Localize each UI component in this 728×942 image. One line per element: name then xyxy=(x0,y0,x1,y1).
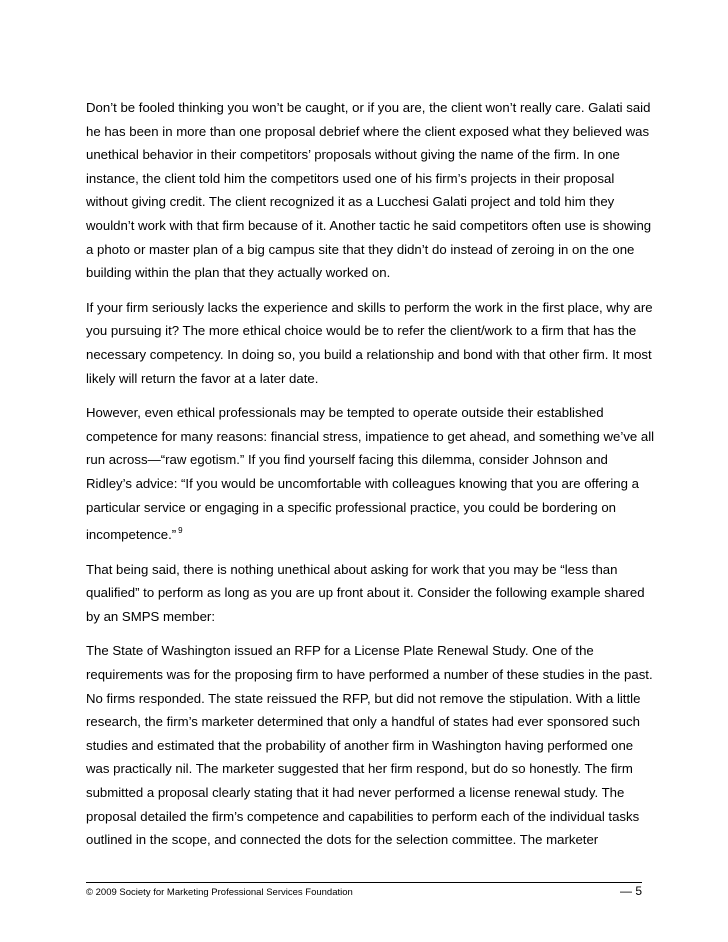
document-body xyxy=(86,96,656,863)
footer-divider xyxy=(86,882,642,883)
page-number: — 5 xyxy=(619,884,642,898)
page-footer xyxy=(86,884,642,898)
paragraph-1: Don’t be fooled thinking you won’t be caught, or if you are, the client won’t really care. Galati said he has been in more than one proposal debrief where the client exposed what they believed was unethical behavior in their competitors’ proposals without giving the name of the firm. In one instance, the client told him the competitors used one of his firm’s projects in their proposal without giving credit. The client recognized it as a Lucchesi Galati project and told him they wouldn’t work with that firm because of it. Another tactic he said competitors often use is showing a photo or master plan of a big campus site that they didn’t do instead of zeroing in on the one building within the plan that they actually worked on. xyxy=(86,100,652,281)
paragraph-4: That being said, there is nothing unethical about asking for work that you may be “less than qualified” to perform as long as you are up front about it. Consider the following example shared by an SMPS member: xyxy=(86,561,645,624)
paragraph-3-text: However, even ethical professionals may be tempted to operate outside their established competence for many reasons: financial stress, impatience to get ahead, and something we’ve all run across—“raw egotism.” If you find yourself facing this dilemma, consider Johnson and Ridley’s advice: “If you would be uncomfortable with colleagues knowing that you are offering a particular service or engaging in a specific professional practice, you could be bordering on incompetence.” xyxy=(86,405,655,543)
paragraph-3 xyxy=(86,401,656,547)
footer-copyright: © 2009 Society for Marketing Professional Services Foundation xyxy=(86,887,353,898)
paragraph-2: If your firm seriously lacks the experience and skills to perform the work in the first place, why are you pursuing it? The more ethical choice would be to refer the client/work to a firm that has the necessary competency. In doing so, you build a relationship and bond with that other firm. It most likely will return the favor at a later date. xyxy=(86,299,653,386)
footnote-reference: 9 xyxy=(178,526,183,536)
paragraph-5: The State of Washington issued an RFP for a License Plate Renewal Study. One of the requirements was for the proposing firm to have performed a number of these studies in the past. No firms responded. The state reissued the RFP, but did not remove the stipulation. With a little research, the firm’s marketer determined that only a handful of states had ever sponsored such studies and estimated that the probability of another firm in Washington having performed one was practically nil. The marketer suggested that her firm respond, but do so honestly. The firm submitted a proposal clearly stating that it had never performed a license renewal study. The proposal detailed the firm’s competence and capabilities to perform each of the individual tasks outlined in the scope, and connected the dots for the selection committee. The marketer xyxy=(86,643,653,848)
